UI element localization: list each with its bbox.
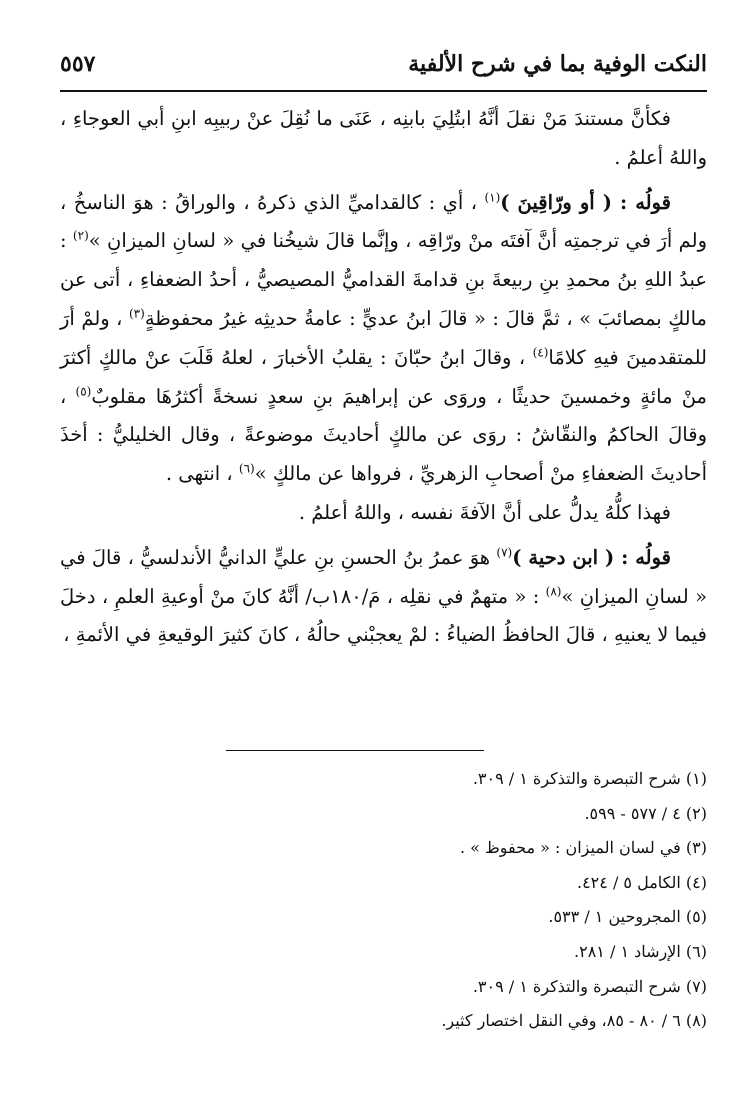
text-line: مالكٍ بمصائبَ » ، ثمَّ قالَ : « قالَ ابنُ عديٍّ : عامةُ حديثِه غيرُ محفوظةٍ (144, 306, 707, 330)
text-line: للمتقدمينَ فيهِ كلامًا (548, 345, 707, 369)
lemma: قولُه : ( ابن دحية ) (512, 545, 671, 569)
footnote: (٧) شرح التبصرة والتذكرة ١ / ٣٠٩. (472, 976, 707, 996)
header-rule (60, 90, 707, 92)
footnote-ref: (٥) (75, 384, 92, 399)
text-line: ، وقالَ (60, 384, 707, 447)
lemma: قولُه : ( أو ورّاقِينَ ) (500, 190, 671, 214)
text-line: عبدُ اللهِ بنُ محمدِ بنِ ربيعةَ بنِ قدامةَ القداميُّ المصيصيُّ ، أحدُ الضعفاءِ ، أتى عن (60, 268, 707, 292)
text-line: : « متهمٌ في نقلِه ، مَ/١٨٠ب/ أنَّهُ كانَ منْ أوعيةِ العلمِ ، دخلَ (60, 584, 546, 608)
footnote: (٣) في لسان الميزان : « محفوظ » . (459, 838, 707, 858)
main-text (60, 100, 707, 655)
footnote: (٥) المجروحين ١ / ٥٣٣. (548, 907, 707, 927)
footnote: (٨) ٦ / ٨٠ - ٨٥، وفي النقل اختصار كثير. (441, 1011, 707, 1031)
text-line: هوَ عمرُ بنُ الحسنِ بنِ عليٍّ الدانيُّ الأندلسيُّ ، قالَ في (60, 545, 497, 569)
text-line: فكأنَّ مستندَ مَنْ نقلَ أنَّهُ ابتُلِيَ بابنِه ، عَنَى ما نُقِلَ عنْ ربيبِه ابنِ أبي العوجاءِ ، (60, 107, 671, 130)
footnote-ref: (٢) (72, 228, 89, 243)
text-line: فيما لا يعنيهِ ، قالَ الحافظُ الضياءُ : لمْ يعجبْني حالُهُ ، كانَ كثيرَ الوقيعةِ في الأئمةِ ، (63, 623, 707, 647)
footnote: (١) شرح التبصرة والتذكرة ١ / ٣٠٩. (472, 769, 707, 788)
text-line: ، انتهى . (165, 462, 239, 486)
book-title: النكت الوفية بما في شرح الألفية (408, 51, 707, 77)
footnote-ref: (٧) (496, 545, 513, 560)
footnote-ref: (٦) (238, 461, 255, 476)
text-line: ولم أرَ في ترجمتِه أنَّ آفتَه منْ ورّاقِه ، وإنَّما قالَ شيخُنا في « لسانِ الميزانِ » (88, 229, 707, 253)
text-line: فهذا كلُّهُ يدلُّ على أنَّ الآفةَ نفسه ، واللهُ أعلمُ . (298, 500, 671, 524)
footnote-ref: (٨) (545, 584, 562, 599)
text-line: الضعفاءِ منْ أصحابِ الزهريِّ ، فرواها عن مالكٍ » (254, 462, 645, 486)
text-line: ، أي : كالقداميِّ الذي ذكرهُ ، والوراقُ : هوَ الناسخُ ، (60, 190, 485, 214)
text-line: الحاكمُ والنقّاشُ : روَى عن مالكٍ أحاديثَ موضوعةً ، وقال الخليليُّ : أخذَ أحاديثَ (60, 423, 707, 486)
paragraph-3 (60, 494, 707, 533)
footnote: (٢) ٤ / ٥٧٧ - ٥٩٩. (584, 803, 707, 823)
text-line: ، وقالَ ابنُ حبّانَ : يقلبُ الأخبارَ ، لعلهُ قَلَبَ عنْ مالكٍ أكثرَ (60, 345, 533, 369)
text-line: : (60, 229, 73, 253)
footnote-ref: (١) (484, 190, 501, 205)
paragraph-4 (60, 539, 707, 655)
text-line: واللهُ أعلمُ . (614, 145, 707, 169)
paragraph-1 (60, 100, 707, 178)
paragraph-2 (60, 184, 707, 494)
text-line: « لسانِ الميزانِ » (561, 584, 707, 608)
footnote-separator (226, 750, 484, 751)
footnote-ref: (٤) (532, 345, 549, 360)
text-line: منْ مائةٍ وخمسينَ حديثًا ، وروَى عن إبراهيمَ بنِ سعدٍ نسخةً أكثرُهَا مقلوبٌ (91, 384, 708, 408)
running-header (60, 46, 707, 82)
page-number: ٥٥٧ (60, 51, 96, 77)
footnote-ref: (٣) (128, 306, 145, 321)
footnote: (٦) الإرشاد ١ / ٢٨١. (574, 941, 707, 961)
footnote: (٤) الكامل ٥ / ٤٢٤. (576, 872, 707, 892)
footnotes (60, 762, 707, 1039)
text-line: ، ولمْ أرَ (60, 306, 129, 330)
